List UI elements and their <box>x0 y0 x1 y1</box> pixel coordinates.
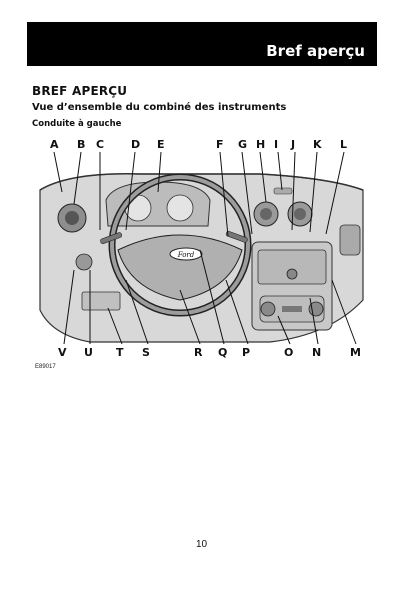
section-subtitle: Vue d’ensemble du combiné des instruments <box>32 102 287 113</box>
callout-S: S <box>142 346 150 359</box>
callout-H: H <box>256 138 266 151</box>
section-subheading: Conduite à gauche <box>32 119 122 129</box>
callout-B: B <box>77 138 86 151</box>
dashboard-body <box>40 174 363 342</box>
callout-G: G <box>238 138 248 151</box>
callout-J: J <box>291 138 296 151</box>
callout-F: F <box>216 138 224 151</box>
callouts-bottom <box>58 346 361 359</box>
callout-Q: Q <box>218 346 228 359</box>
page-header-bar <box>27 22 377 66</box>
figure-id: E89017 <box>35 364 56 370</box>
callout-A: A <box>50 138 59 151</box>
callout-O: O <box>284 346 294 359</box>
callouts-top <box>50 138 347 151</box>
callout-R: R <box>194 346 203 359</box>
callout-N: N <box>312 346 322 359</box>
callout-D: D <box>131 138 141 151</box>
dashboard-svg <box>30 130 370 370</box>
callout-E: E <box>157 138 165 151</box>
callout-V: V <box>58 346 67 359</box>
callout-U: U <box>84 346 93 359</box>
dashboard-illustration <box>30 130 370 370</box>
callout-I: I <box>274 138 279 151</box>
callout-C: C <box>96 138 105 151</box>
callout-P: P <box>242 346 251 359</box>
callout-T: T <box>116 346 124 359</box>
callout-K: K <box>313 138 322 151</box>
page-header-title: Bref aperçu <box>266 42 365 60</box>
page-number: 10 <box>196 539 208 550</box>
callout-L: L <box>340 138 348 151</box>
callout-M: M <box>350 346 361 359</box>
section-title: BREF APERÇU <box>32 84 128 98</box>
ford-logo-text: Ford <box>177 251 195 259</box>
